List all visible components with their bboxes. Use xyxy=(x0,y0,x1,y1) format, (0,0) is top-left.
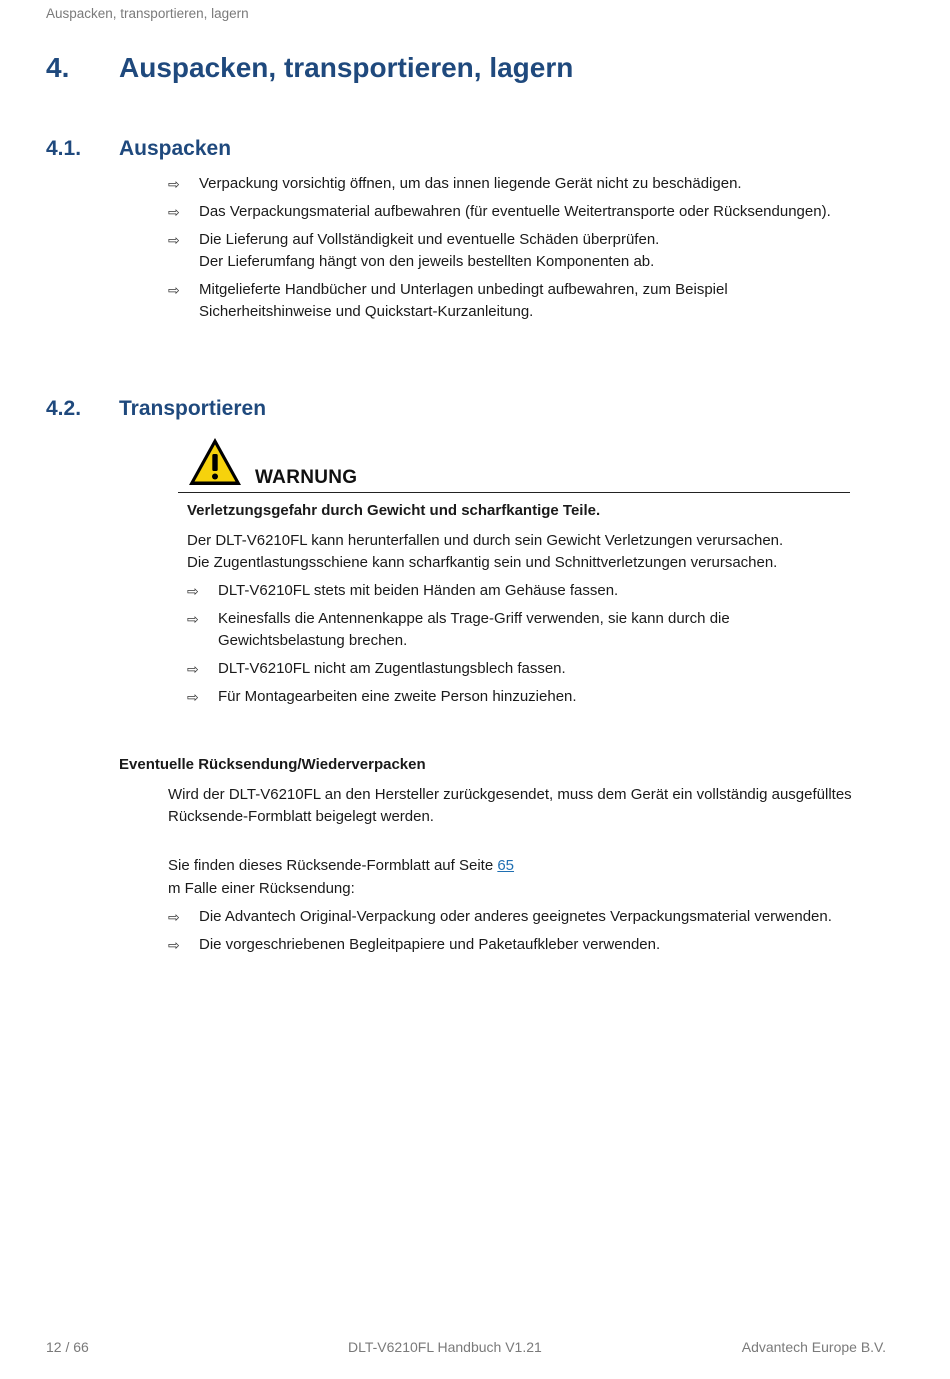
arrow-icon: ⇨ xyxy=(168,937,180,953)
list-item: ⇨ Für Montagearbeiten eine zweite Person hinzuziehen. xyxy=(187,686,577,708)
list-item: ⇨ Mitgelieferte Handbücher und Unterlagen unbedingt aufbewahren, zum Beispiel Sicherheitshinweise und Quickstart-Kurzanleitung. xyxy=(168,279,728,323)
list-item: ⇨ Die Advantech Original-Verpackung oder anderes geeignetes Verpackungsmaterial verwenden. xyxy=(168,906,832,928)
warning-headline: Verletzungsgefahr durch Gewicht und scharfkantige Teile. xyxy=(187,502,601,519)
warning-divider xyxy=(178,492,850,493)
arrow-icon: ⇨ xyxy=(168,176,180,192)
warning-triangle-icon xyxy=(187,436,243,488)
chapter-title: Auspacken, transportieren, lagern xyxy=(119,52,574,83)
arrow-icon: ⇨ xyxy=(187,611,199,627)
section-title: Transportieren xyxy=(119,397,267,420)
list-item: ⇨ Verpackung vorsichtig öffnen, um das innen liegende Gerät nicht zu beschädigen. xyxy=(168,173,742,195)
page-reference: Sie finden dieses Rücksende-Formblatt auf Seite 65 xyxy=(168,857,515,874)
list-item: ⇨ DLT-V6210FL nicht am Zugentlastungsblech fassen. xyxy=(187,658,566,680)
return-case-text: m Falle einer Rücksendung: xyxy=(168,880,355,897)
page-link[interactable]: 65 xyxy=(497,857,515,874)
footer-page-number: 12 / 66 xyxy=(46,1339,89,1355)
warning-signal-word: WARNUNG xyxy=(255,467,358,488)
list-item: ⇨ Keinesfalls die Antennenkappe als Trage-Griff verwenden, sie kann durch die Gewichtsbelastung brechen. xyxy=(187,608,730,652)
subsection-title: Eventuelle Rücksendung/Wiederverpacken xyxy=(119,756,426,773)
section-number: 4.2. xyxy=(46,397,82,420)
arrow-icon: ⇨ xyxy=(168,232,180,248)
list-item: ⇨ Die Lieferung auf Vollständigkeit und eventuelle Schäden überprüfen. Der Lieferumfang hängt von den jeweils bestellten Komponenten ab. xyxy=(168,229,659,273)
list-item: ⇨ Das Verpackungsmaterial aufbewahren (für eventuelle Weitertransporte oder Rücksendungen). xyxy=(168,201,831,223)
warning-text: Der DLT-V6210FL kann herunterfallen und durch sein Gewicht Verletzungen verursachen. Die Zugentlastungsschiene kann scharfkantig sein und Schnittverletzungen verursachen. xyxy=(187,532,784,571)
running-header: Auspacken, transportieren, lagern xyxy=(46,6,249,21)
section-title: Auspacken xyxy=(119,137,232,160)
arrow-icon: ⇨ xyxy=(187,661,199,677)
list-item: ⇨ DLT-V6210FL stets mit beiden Händen am Gehäuse fassen. xyxy=(187,580,618,602)
arrow-icon: ⇨ xyxy=(168,204,180,220)
arrow-icon: ⇨ xyxy=(187,583,199,599)
arrow-icon: ⇨ xyxy=(168,282,180,298)
footer-document-title: DLT-V6210FL Handbuch V1.21 xyxy=(348,1339,542,1355)
arrow-icon: ⇨ xyxy=(187,689,199,705)
chapter-number: 4. xyxy=(46,52,70,83)
list-item: ⇨ Die vorgeschriebenen Begleitpapiere und Paketaufkleber verwenden. xyxy=(168,934,660,956)
arrow-icon: ⇨ xyxy=(168,909,180,925)
footer-company: Advantech Europe B.V. xyxy=(741,1339,886,1355)
section-number: 4.1. xyxy=(46,137,82,160)
return-paragraph: Wird der DLT-V6210FL an den Hersteller zurückgesendet, muss dem Gerät ein vollständig ausgefülltes Rücksende-Formblatt beigelegt werden. xyxy=(168,786,852,825)
